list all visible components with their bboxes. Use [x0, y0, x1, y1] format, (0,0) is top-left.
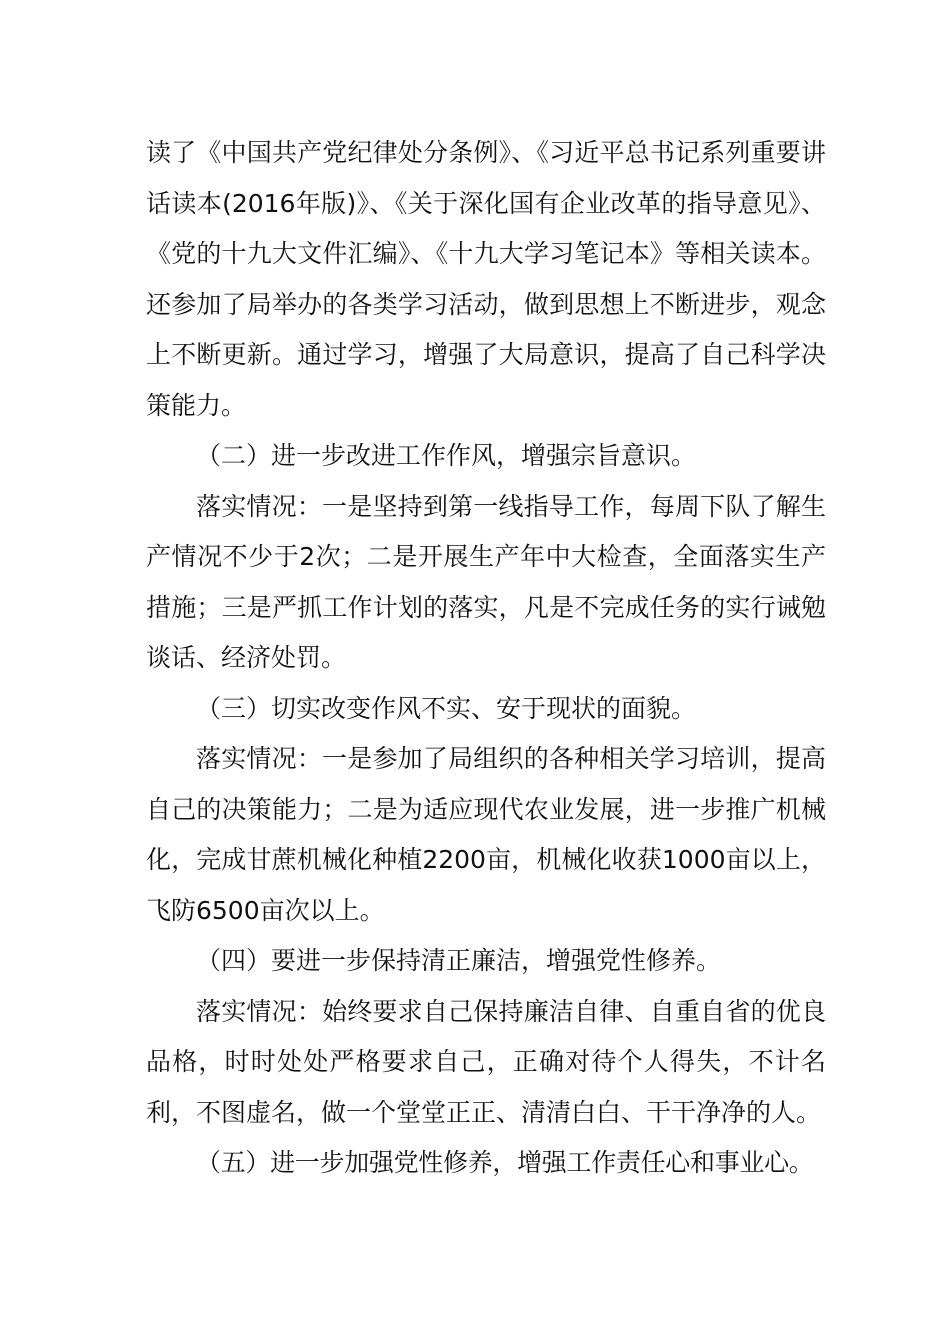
heading-item-2: （二）进一步改进工作作风，增强宗旨意识。: [196, 441, 697, 470]
heading-item-3: （三）切实改变作风不实、安于现状的面貌。: [196, 693, 697, 723]
paragraph-implementation-3: 落实情况：一是参加了局组织的各种相关学习培训，提高自己的决策能力；二是为适应现代农业发展，进一步推广机械化，完成甘蔗机械化种植2200亩，机械化收获1000亩以上，飞防6500亩次以上。: [146, 744, 826, 925]
paragraph-implementation-2: 落实情况：一是坚持到第一线指导工作，每周下队了解生产情况不少于2次；二是开展生产年中大检查，全面落实生产措施；三是严抓工作计划的落实，凡是不完成任务的实行诫勉谈话、经济处罚。: [146, 491, 826, 672]
paragraph-study-materials: 读了《中国共产党纪律处分条例》、《习近平总书记系列重要讲话读本(2016年版)》、《关于深化国有企业改革的指导意见》、《党的十九大文件汇编》、《十九大学习笔记本》等相关读本。还参加了局举办的各类学习活动，做到思想上不断进步，观念上不断更新。通过学习，增强了大局意识，提高了自己科学决策能力。: [146, 138, 826, 420]
heading-item-4: （四）要进一步保持清正廉洁，增强党性修养。: [196, 946, 722, 975]
document-body: [146, 128, 826, 1189]
paragraph-implementation-4: 落实情况：始终要求自己保持廉洁自律、自重自省的优良品格，时时处处严格要求自己，正确对待个人得失，不计名利，不图虚名，做一个堂堂正正、清清白白、干干净净的人。: [146, 996, 826, 1127]
heading-item-5: （五）进一步加强党性修养，增强工作责任心和事业心。: [196, 1148, 814, 1177]
